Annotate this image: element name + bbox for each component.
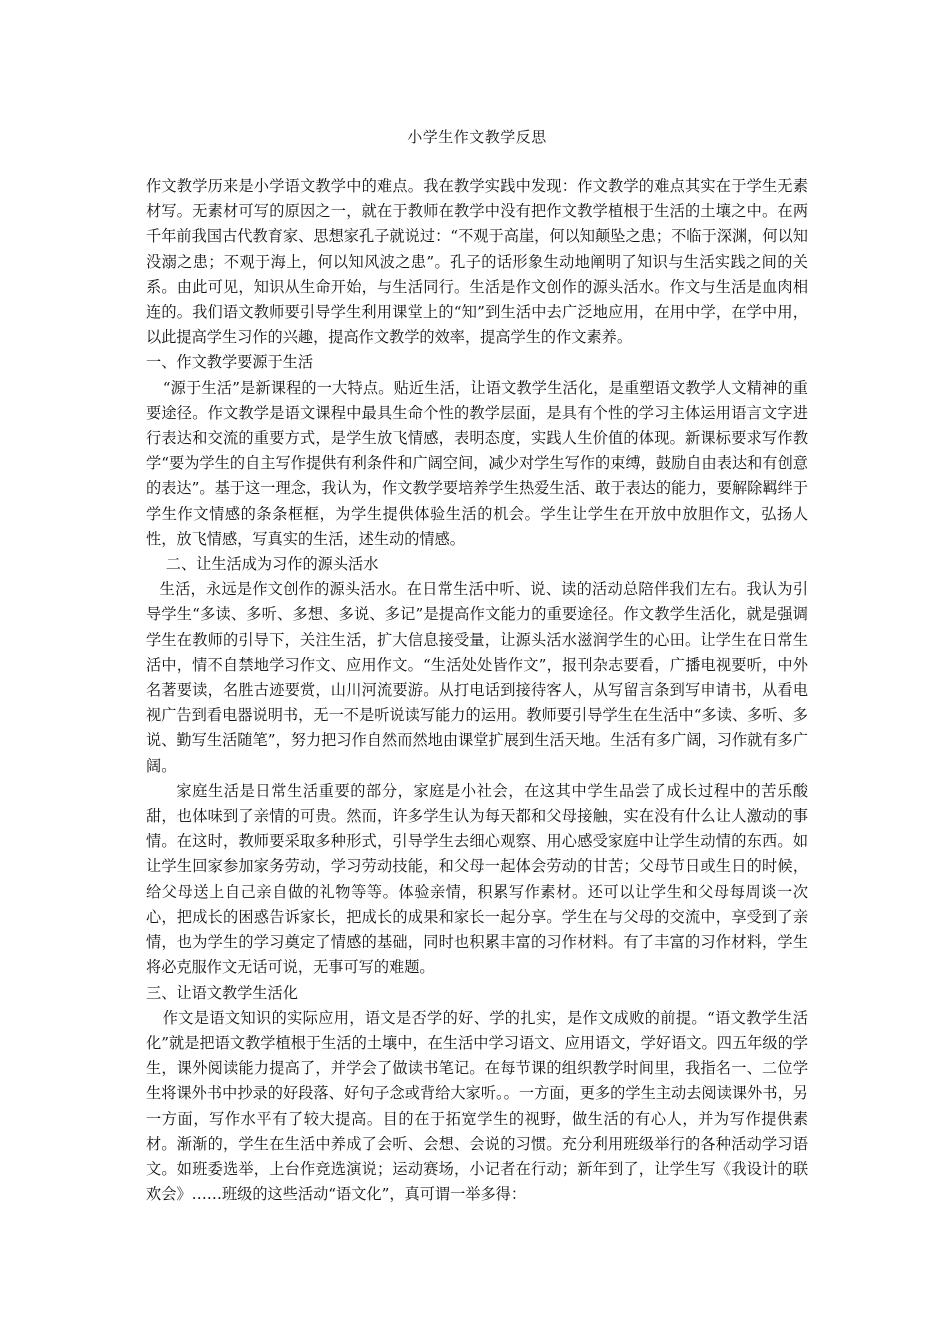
section-heading-3: 三、让语文教学生活化 bbox=[146, 983, 298, 1002]
intro-paragraph: 作文教学历来是小学语文教学中的难点。我在教学实践中发现：作文教学的难点其实在于学生无素材写。无素材可写的原因之一，就在于教师在教学中没有把作文教学植根于生活的土壤之中。在两千年前我国古代教育家、思想家孔子就说过：“不观于高崖，何以知颠坠之患；不临于深渊，何以知没溺之患；不观于海上，何以知风波之患”。孔子的话形象生动地阐明了知识与生活实践之间的关系。由此可见，知识从生命开始，与生活同行。生活是作文创作的源头活水。作文与生活是血肉相连的。我们语文教师要引导学生利用课堂上的“知”到生活中去广泛地应用，在用中学，在学中用，以此提高学生习作的兴趣，提高作文教学的效率，提高学生的作文素养。 bbox=[146, 177, 808, 347]
section-2-paragraph-1: 生活，永远是作文创作的源头活水。在日常生活中听、说、读的活动总陪伴我们左右。我认为引导学生“多读、多听、多想、多说、多记”是提高作文能力的重要途径。作文教学生活化，就是强调学生在教师的引导下，关注生活，扩大信息接受量，让源头活水滋润学生的心田。让学生在日常生活中，情不自禁地学习作文、应用作文。“生活处处皆作文”，报刊杂志要看，广播电视要听，中外名著要读，名胜古迹要赏，山川河流要游。从打电话到接待客人，从写留言条到写申请书，从看电视广告到看电器说明书，无一不是听说读写能力的运用。教师要引导学生在生活中“多读、多听、多说、勤写生活随笔”，努力把习作自然而然地由课堂扩展到生活天地。生活有多广阔，习作就有多广阔。 bbox=[146, 580, 808, 775]
section-heading-2: 二、让生活成为习作的源头活水 bbox=[165, 555, 379, 574]
section-3-paragraph: 作文是语文知识的实际应用，语文是否学的好、学的扎实，是作文成败的前提。“语文教学生活化”就是把语文教学植根于生活的土壤中，在生活中学习语文、应用语文，学好语文。四五年级的学生，课外阅读能力提高了，并学会了做读书笔记。在每节课的组织教学时间里，我指名一、二位学生将课外书中抄录的好段落、好句子念或背给大家听。。一方面，更多的学生主动去阅读课外书，另一方面，写作水平有了较大提高。目的在于拓宽学生的视野，做生活的有心人，并为写作提供素材。渐渐的，学生在生活中养成了会听、会想、会说的习惯。充分利用班级举行的各种活动学习语文。如班委选举，上台作竞选演说；运动赛场，小记者在行动；新年到了，让学生写《我设计的联欢会》……班级的这些活动“语文化”，真可谓一举多得： bbox=[146, 1008, 808, 1204]
section-1-paragraph: “源于生活”是新课程的一大特点。贴近生活，让语文教学生活化，是重塑语文教学人文精神的重要途径。作文教学是语文课程中最具生命个性的教学层面，是具有个性的学习主体运用语言文字进行表达和交流的重要方式，是学生放飞情感，表明态度，实践人生价值的体现。新课标要求写作教学“要为学生的自主写作提供有利条件和广阔空间，减少对学生写作的束缚，鼓励自由表达和有创意的表达”。基于这一理念，我认为，作文教学要培养学生热爱生活、敢于表达的能力，要解除羁绊于学生作文情感的条条框框，为学生提供体验生活的机会。学生让学生在开放中放胆作文，弘扬人性，放飞情感，写真实的生活，述生动的情感。 bbox=[146, 378, 808, 548]
section-2-paragraph-2: 家庭生活是日常生活重要的部分，家庭是小社会，在这其中学生品尝了成长过程中的苦乐酸甜，也体味到了亲情的可贵。然而，许多学生认为每天都和父母接触，实在没有什么让人激动的事情。在这时，教师要采取多种形式，引导学生去细心观察、用心感受家庭中让学生动情的东西。如让学生回家参加家务劳动，学习劳动技能，和父母一起体会劳动的甘苦；父母节日或生日的时候，给父母送上自己亲自做的礼物等等。体验亲情，积累写作素材。还可以让学生和父母每周谈一次心，把成长的困惑告诉家长，把成长的成果和家长一起分享。学生在与父母的交流中，享受到了亲情，也为学生的学习奠定了情感的基础，同时也积累丰富的习作材料。有了丰富的习作材料，学生将必克服作文无话可说，无事可写的难题。 bbox=[146, 781, 808, 977]
document-title: 小学生作文教学反思 bbox=[407, 128, 547, 146]
document-body bbox=[146, 174, 808, 1207]
section-heading-1: 一、作文教学要源于生活 bbox=[146, 353, 314, 372]
